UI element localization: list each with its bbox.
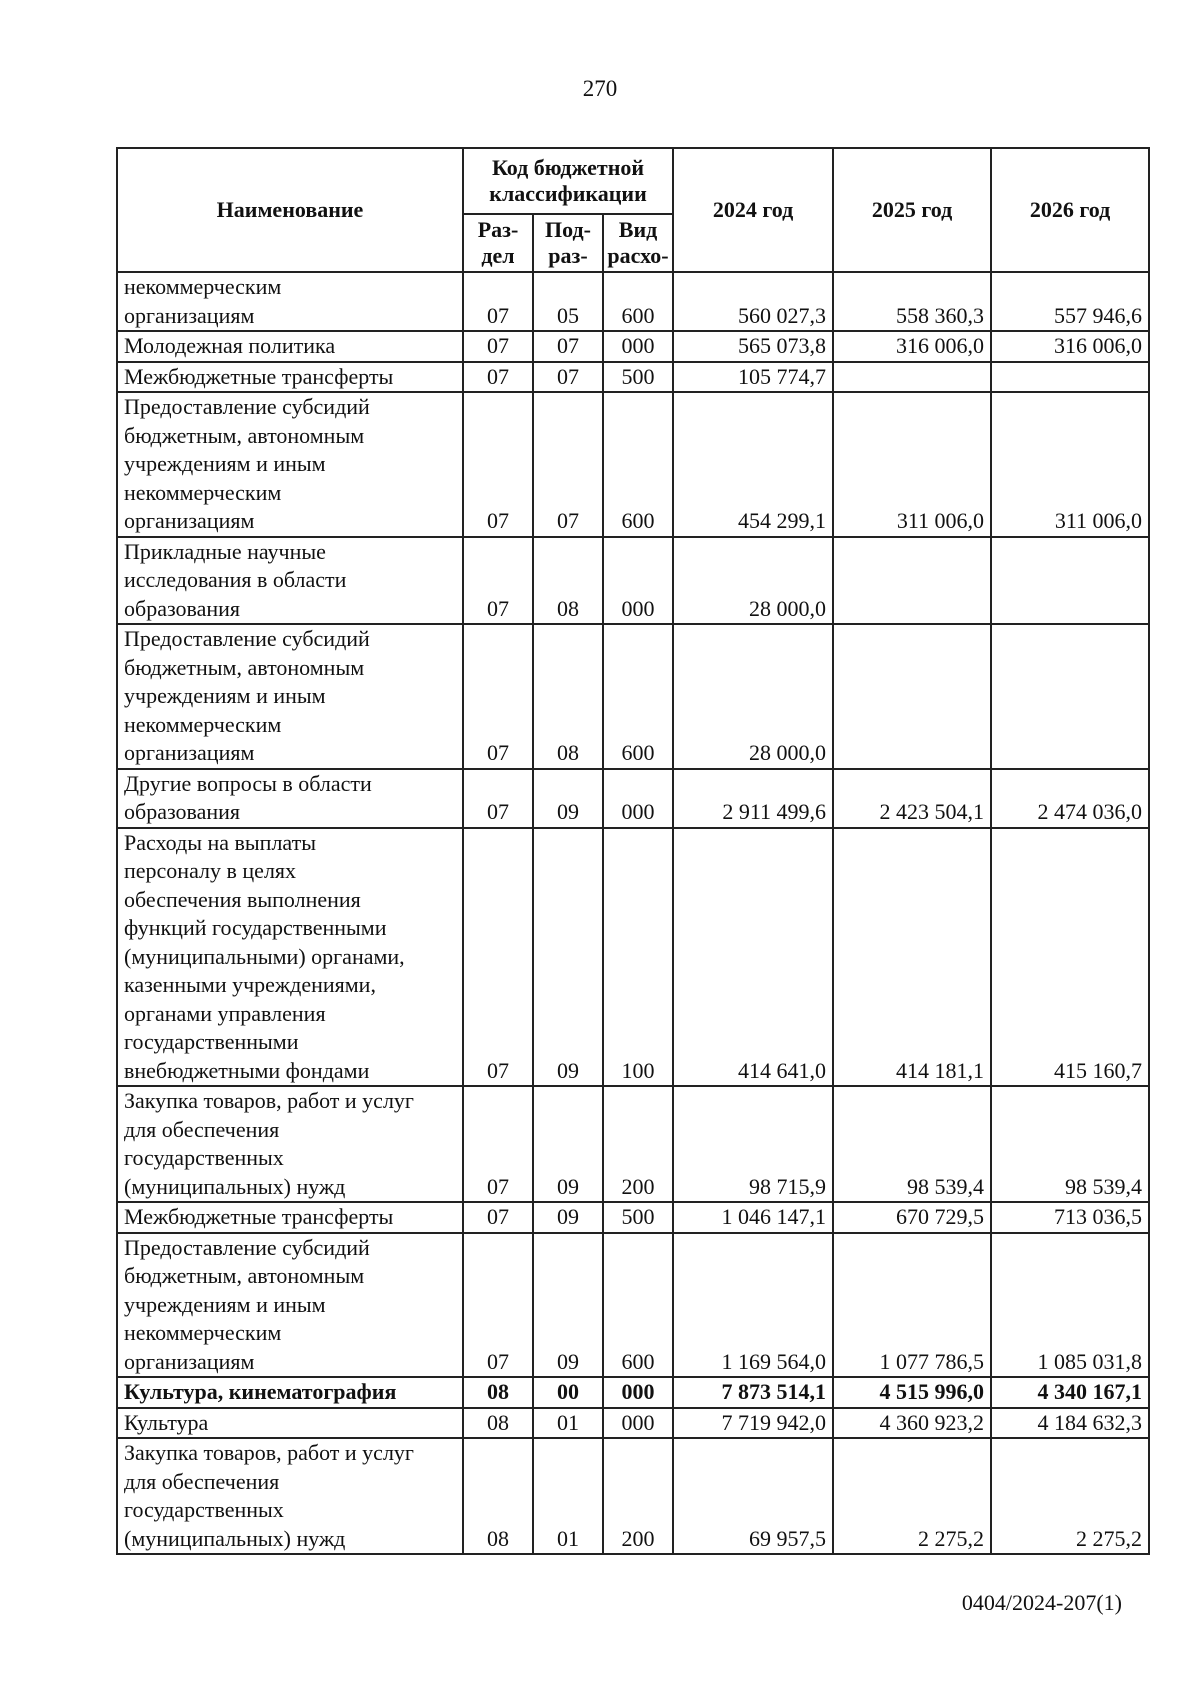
table-row	[117, 392, 1149, 537]
row-amount-2025: 98 539,4	[833, 1086, 991, 1202]
row-subsection: 07	[533, 331, 603, 362]
row-name: Культура, кинематография	[117, 1377, 463, 1408]
row-expense-type: 600	[603, 272, 673, 331]
row-expense-type: 000	[603, 1377, 673, 1408]
row-amount-2025	[833, 537, 991, 625]
row-section: 07	[463, 1202, 533, 1233]
row-amount-2024: 1 046 147,1	[673, 1202, 833, 1233]
row-amount-2025: 4 515 996,0	[833, 1377, 991, 1408]
row-amount-2026: 4 184 632,3	[991, 1408, 1149, 1439]
table-row	[117, 1438, 1149, 1554]
row-amount-2024: 454 299,1	[673, 392, 833, 537]
row-amount-2025: 311 006,0	[833, 392, 991, 537]
row-amount-2024: 2 911 499,6	[673, 769, 833, 828]
row-section: 07	[463, 1086, 533, 1202]
row-section: 07	[463, 362, 533, 393]
row-name: Предоставление субсидий бюджетным, автономным учреждениям и иным некоммерческим организациям	[117, 624, 463, 769]
row-subsection: 08	[533, 624, 603, 769]
row-subsection: 07	[533, 392, 603, 537]
row-expense-type: 600	[603, 1233, 673, 1378]
row-section: 07	[463, 1233, 533, 1378]
header-code-group: Код бюджетной классификации	[463, 148, 673, 214]
row-amount-2026: 713 036,5	[991, 1202, 1149, 1233]
table-row	[117, 1202, 1149, 1233]
table-body	[117, 272, 1149, 1554]
row-amount-2026: 4 340 167,1	[991, 1377, 1149, 1408]
row-section: 08	[463, 1408, 533, 1439]
header-year-2025: 2025 год	[833, 148, 991, 272]
row-name: Предоставление субсидий бюджетным, автономным учреждениям и иным некоммерческим организациям	[117, 392, 463, 537]
row-expense-type: 000	[603, 537, 673, 625]
row-amount-2025	[833, 362, 991, 393]
row-section: 07	[463, 331, 533, 362]
row-subsection: 01	[533, 1438, 603, 1554]
row-subsection: 09	[533, 1233, 603, 1378]
row-subsection: 01	[533, 1408, 603, 1439]
row-amount-2024: 98 715,9	[673, 1086, 833, 1202]
table-row	[117, 1377, 1149, 1408]
row-subsection: 00	[533, 1377, 603, 1408]
table-row	[117, 769, 1149, 828]
row-amount-2024: 414 641,0	[673, 828, 833, 1087]
row-expense-type: 200	[603, 1438, 673, 1554]
header-year-2026: 2026 год	[991, 148, 1149, 272]
row-name: некоммерческим организациям	[117, 272, 463, 331]
row-expense-type: 500	[603, 1202, 673, 1233]
row-section: 07	[463, 272, 533, 331]
row-name: Прикладные научные исследования в области образования	[117, 537, 463, 625]
row-subsection: 07	[533, 362, 603, 393]
row-section: 08	[463, 1438, 533, 1554]
row-amount-2025: 1 077 786,5	[833, 1233, 991, 1378]
row-subsection: 05	[533, 272, 603, 331]
row-subsection: 09	[533, 828, 603, 1087]
header-expense-type: Вид расхо-	[603, 214, 673, 272]
table-row	[117, 1086, 1149, 1202]
row-subsection: 09	[533, 1086, 603, 1202]
row-name: Другие вопросы в области образования	[117, 769, 463, 828]
row-section: 07	[463, 537, 533, 625]
page-number: 270	[582, 76, 618, 101]
row-amount-2025	[833, 624, 991, 769]
row-name: Культура	[117, 1408, 463, 1439]
row-expense-type: 100	[603, 828, 673, 1087]
row-amount-2024: 565 073,8	[673, 331, 833, 362]
header-section: Раз- дел	[463, 214, 533, 272]
document-code: 0404/2024-207(1)	[961, 1590, 1122, 1615]
row-name: Межбюджетные трансферты	[117, 362, 463, 393]
table-row	[117, 624, 1149, 769]
row-expense-type: 600	[603, 392, 673, 537]
row-amount-2024: 7 719 942,0	[673, 1408, 833, 1439]
row-amount-2025: 558 360,3	[833, 272, 991, 331]
row-expense-type: 000	[603, 1408, 673, 1439]
row-amount-2026	[991, 537, 1149, 625]
row-amount-2025: 2 423 504,1	[833, 769, 991, 828]
row-section: 08	[463, 1377, 533, 1408]
row-amount-2026: 2 474 036,0	[991, 769, 1149, 828]
row-subsection: 09	[533, 769, 603, 828]
table-row	[117, 537, 1149, 625]
row-name: Закупка товаров, работ и услуг для обеспечения государственных (муниципальных) нужд	[117, 1086, 463, 1202]
row-amount-2026: 311 006,0	[991, 392, 1149, 537]
row-name: Предоставление субсидий бюджетным, автономным учреждениям и иным некоммерческим организациям	[117, 1233, 463, 1378]
row-name: Молодежная политика	[117, 331, 463, 362]
table-row	[117, 331, 1149, 362]
row-amount-2026	[991, 624, 1149, 769]
row-amount-2024: 28 000,0	[673, 537, 833, 625]
row-amount-2024: 560 027,3	[673, 272, 833, 331]
row-section: 07	[463, 392, 533, 537]
row-expense-type: 600	[603, 624, 673, 769]
header-name: Наименование	[117, 148, 463, 272]
row-section: 07	[463, 769, 533, 828]
row-name: Межбюджетные трансферты	[117, 1202, 463, 1233]
budget-table	[116, 147, 1150, 1555]
row-amount-2025: 316 006,0	[833, 331, 991, 362]
row-expense-type: 500	[603, 362, 673, 393]
row-amount-2024: 1 169 564,0	[673, 1233, 833, 1378]
row-amount-2026: 98 539,4	[991, 1086, 1149, 1202]
header-subsection: Под- раз-	[533, 214, 603, 272]
table-row	[117, 272, 1149, 331]
row-name: Закупка товаров, работ и услуг для обеспечения государственных (муниципальных) нужд	[117, 1438, 463, 1554]
row-amount-2026: 415 160,7	[991, 828, 1149, 1087]
table-row	[117, 1408, 1149, 1439]
row-section: 07	[463, 624, 533, 769]
table-row	[117, 828, 1149, 1087]
row-amount-2026: 557 946,6	[991, 272, 1149, 331]
row-amount-2024: 7 873 514,1	[673, 1377, 833, 1408]
row-amount-2025: 414 181,1	[833, 828, 991, 1087]
row-amount-2026: 316 006,0	[991, 331, 1149, 362]
table-row	[117, 1233, 1149, 1378]
row-amount-2025: 4 360 923,2	[833, 1408, 991, 1439]
table-row	[117, 362, 1149, 393]
row-name: Расходы на выплаты персоналу в целях обеспечения выполнения функций государственными (муниципальными) органами, казенными учреждениями, органами управления государственными внебюджетными фондами	[117, 828, 463, 1087]
row-amount-2026: 2 275,2	[991, 1438, 1149, 1554]
row-amount-2025: 2 275,2	[833, 1438, 991, 1554]
row-amount-2024: 28 000,0	[673, 624, 833, 769]
row-amount-2025: 670 729,5	[833, 1202, 991, 1233]
row-amount-2026	[991, 362, 1149, 393]
row-subsection: 09	[533, 1202, 603, 1233]
row-expense-type: 000	[603, 331, 673, 362]
row-subsection: 08	[533, 537, 603, 625]
row-amount-2024: 105 774,7	[673, 362, 833, 393]
row-amount-2024: 69 957,5	[673, 1438, 833, 1554]
row-amount-2026: 1 085 031,8	[991, 1233, 1149, 1378]
row-section: 07	[463, 828, 533, 1087]
row-expense-type: 200	[603, 1086, 673, 1202]
row-expense-type: 000	[603, 769, 673, 828]
header-year-2024: 2024 год	[673, 148, 833, 272]
